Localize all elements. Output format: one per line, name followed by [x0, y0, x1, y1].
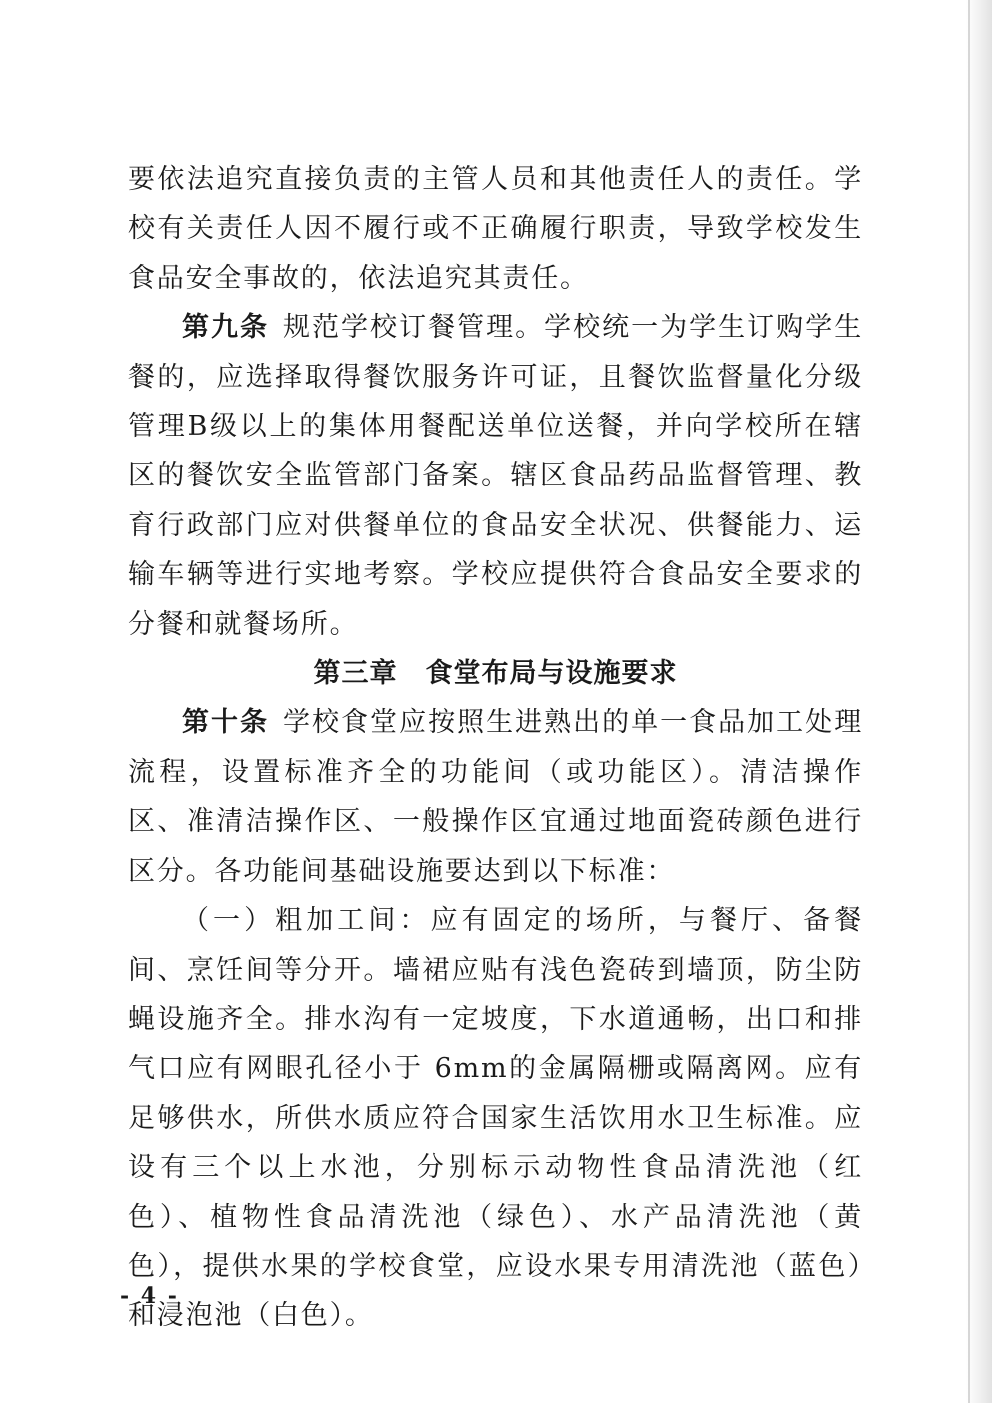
article-10 — [128, 698, 863, 896]
item-1-rough-processing-room: （一）粗加工间：应有固定的场所，与餐厅、备餐间、烹饪间等分开。墙裙应贴有浅色瓷砖到墙顶，防尘防蝇设施齐全。排水沟有一定坡度，下水道通畅，出口和排气口应有网眼孔径小于 6mm的金属隔栅或隔离网。应有足够供水，所供水质应符合国家生活饮用水卫生标准。应设有三个以上水池，分别标示动物性食品清洗池（红色）、植物性食品清洗池（绿色）、水产品清洗池（黄色），提供水果的学校食堂，应设水果专用清洗池（蓝色）和浸泡池（白色）。 — [128, 905, 863, 1332]
page-number: - 4 - — [120, 1283, 179, 1309]
article-10-number: 第十条 — [182, 707, 270, 739]
scan-edge-line — [968, 0, 970, 1403]
article-9-text: 规范学校订餐管理。学校统一为学生订购学生餐的，应选择取得餐饮服务许可证，且餐饮监督量化分级管理B级以上的集体用餐配送单位送餐，并向学校所在辖区的餐饮安全监管部门备案。辖区食品药品监督管理、教育行政部门应对供餐单位的食品安全状况、供餐能力、运输车辆等进行实地考察。学校应提供符合食品安全要求的分餐和就餐场所。 — [128, 312, 863, 640]
article-9 — [128, 303, 863, 649]
article-10-text: 学校食堂应按照生进熟出的单一食品加工处理流程，设置标准齐全的功能间（或功能区）。清洁操作区、准清洁操作区、一般操作区宜通过地面瓷砖颜色进行区分。各功能间基础设施要达到以下标准： — [128, 707, 863, 887]
continued-paragraph: 要依法追究直接负责的主管人员和其他责任人的责任。学校有关责任人因不履行或不正确履行职责，导致学校发生食品安全事故的，依法追究其责任。 — [128, 164, 863, 294]
chapter-3-title: 第三章 食堂布局与设施要求 — [313, 658, 678, 690]
document-page — [128, 155, 863, 1341]
article-9-number: 第九条 — [182, 312, 270, 344]
